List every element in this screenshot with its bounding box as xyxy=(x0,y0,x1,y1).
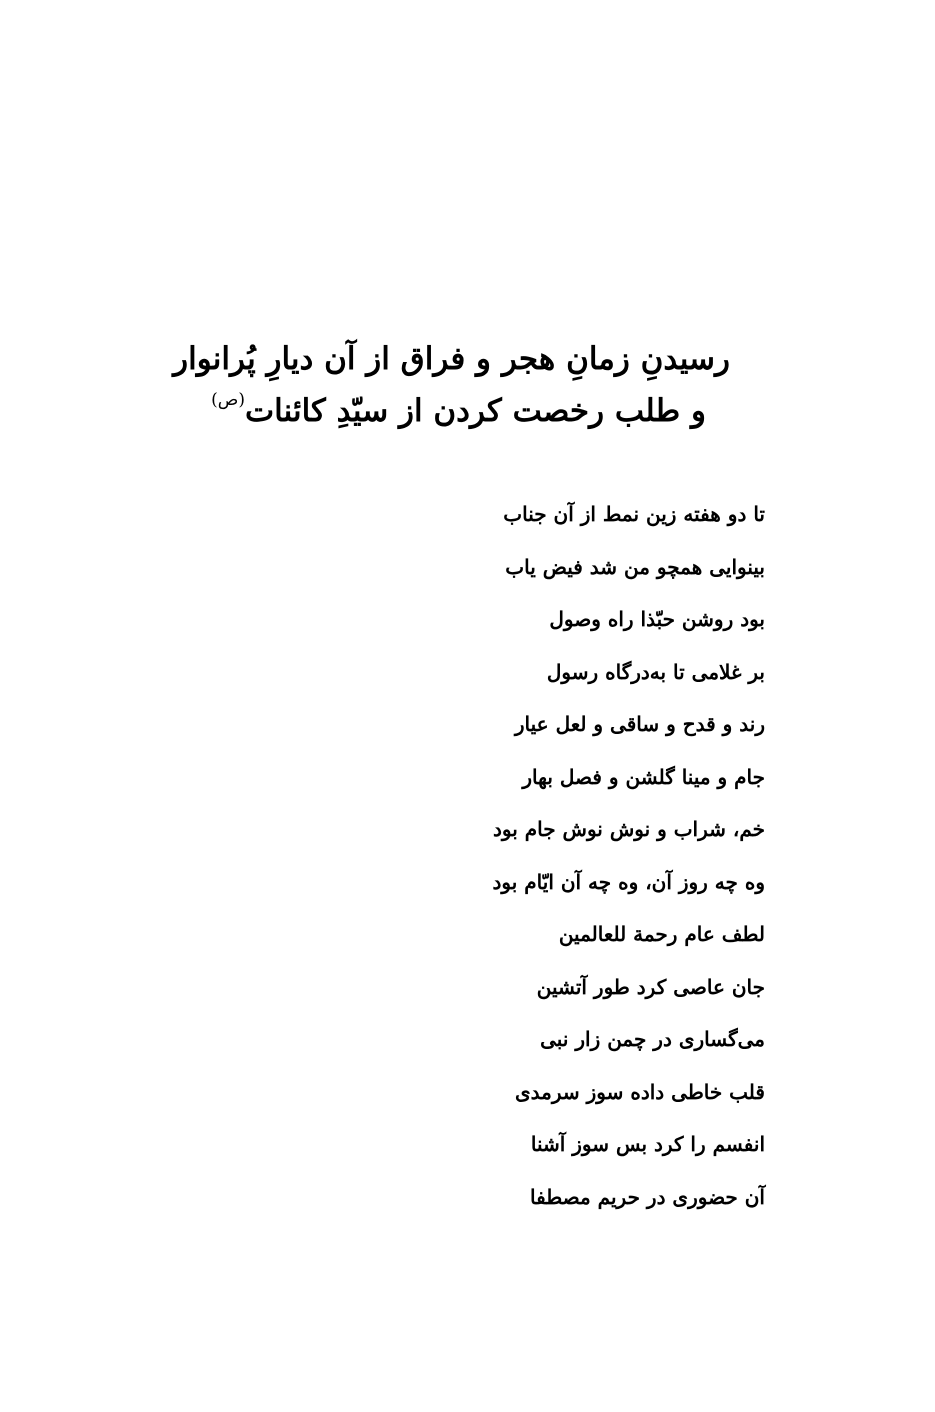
poem-line: خم، شراب و نوش نوش جام بود xyxy=(492,817,765,841)
poem-line: قلب خاطی داده سوز سرمدی xyxy=(515,1079,765,1104)
title-line-2-text: و طلب رخصت کردن از سیّدِ کائنات xyxy=(245,393,706,429)
section-title xyxy=(120,333,730,437)
poem-line: می‌گساری در چمن زار نبی xyxy=(540,1027,765,1051)
poem-line: وه چه روز آن، وه چه آن ایّام بود xyxy=(492,869,765,894)
poem-line: تا دو هفته زین نمط از آن جناب xyxy=(503,502,765,526)
poem-line: رند و قدح و ساقی و لعل عیار xyxy=(514,712,765,736)
title-line-2 xyxy=(120,385,706,437)
title-line-1: رسیدنِ زمانِ هجر و فراق از آن دیارِ پُرانوار xyxy=(173,341,730,377)
poem-line: بینوایی همچو من شد فیض یاب xyxy=(505,554,765,579)
poem-line: جام و مینا گلشن و فصل بهار xyxy=(522,764,765,789)
poem-body xyxy=(300,496,765,1231)
poem-line: بر غلامی تا به‌درگاه رسول xyxy=(546,659,765,684)
title-honorific-superscript: (ص) xyxy=(211,390,245,410)
poem-line: جان عاصی کرد طور آتشین xyxy=(536,974,765,999)
poem-line: انفسم را کرد بس سوز آشنا xyxy=(530,1132,765,1156)
poem-line: بود روشن حبّذا راه وصول xyxy=(549,607,765,631)
poem-line: لطف عام رحمة للعالمین xyxy=(558,922,765,946)
poem-line: آن حضوری در حریم مصطفا xyxy=(530,1184,765,1209)
